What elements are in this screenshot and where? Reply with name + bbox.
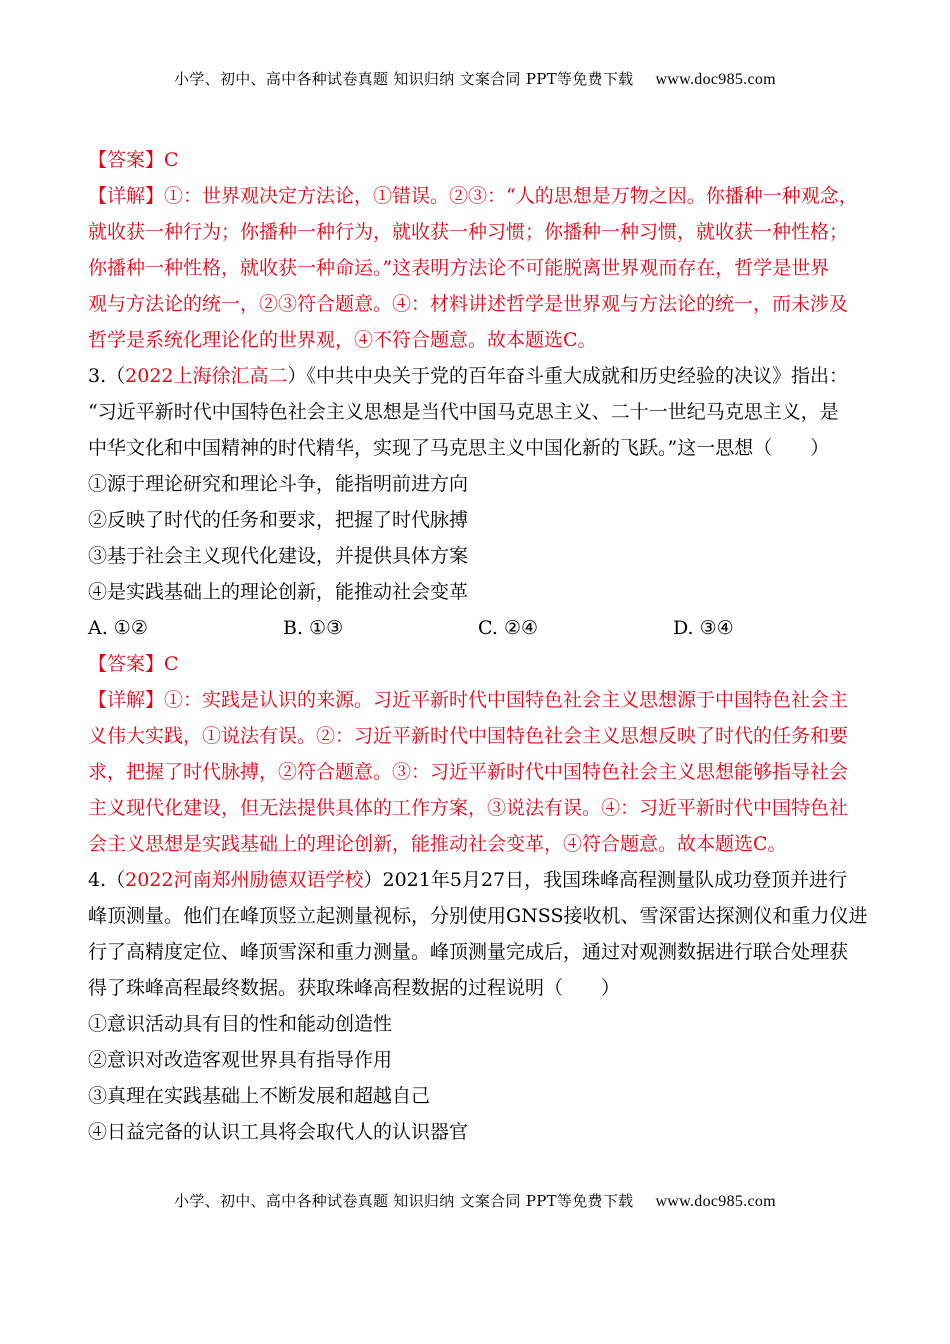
question-4-item: ④日益完备的认识工具将会取代人的认识器官 [88, 1121, 469, 1143]
header-site[interactable]: www.doc985.com [655, 71, 776, 88]
detail-3-line: 求，把握了时代脉搏，②符合题意。③：习近平新时代中国特色社会主义思想能够指导社会 [88, 761, 849, 783]
question-3-item: ①源于理论研究和理论斗争，能指明前进方向 [88, 473, 469, 495]
page-header [0, 68, 950, 89]
detail-1-line: 哲学是系统化理论化的世界观，④不符合题意。故本题选C。 [88, 329, 597, 351]
footer-text: 小学、初中、高中各种试卷真题 知识归纳 文案合同 PPT等免费下载 [174, 1192, 634, 1210]
question-4-item: ③真理在实践基础上不断发展和超越自己 [88, 1085, 431, 1107]
header-text: 小学、初中、高中各种试卷真题 知识归纳 文案合同 PPT等免费下载 [174, 70, 634, 88]
question-3-stem-start: ）《中共中央关于党的百年奋斗重大成就和历史经验的决议》指出： [287, 365, 849, 387]
question-3-options [88, 610, 873, 646]
question-3-stem: 中华文化和中国精神的时代精华，实现了马克思主义中国化新的飞跃。”这一思想（ ） [88, 437, 830, 459]
question-3-number: 3.（ [88, 365, 126, 387]
question-4-stem-start: ）2021年5月27日，我国珠峰高程测量队成功登顶并进行 [363, 869, 848, 891]
detail-1-line: 【详解】①：世界观决定方法论，①错误。②③：“人的思想是万物之因。你播种一种观念， [88, 185, 858, 207]
footer-site[interactable]: www.doc985.com [655, 1193, 776, 1210]
question-4-source: 2022河南郑州励德双语学校 [125, 869, 364, 891]
detail-3-line: 义伟大实践，①说法有误。②：习近平新时代中国特色社会主义思想反映了时代的任务和要 [88, 725, 849, 747]
page-content [88, 142, 873, 1150]
option-d: D. ③④ [673, 617, 734, 639]
option-b: B. ①③ [283, 617, 344, 639]
question-3-item: ②反映了时代的任务和要求，把握了时代脉搏 [88, 509, 469, 531]
question-3-stem: “习近平新时代中国特色社会主义思想是当代中国马克思主义、二十一世纪马克思主义，是 [88, 401, 839, 423]
question-4-stem: 峰顶测量。他们在峰顶竖立起测量视标，分别使用GNSS接收机、雪深雷达探测仪和重力仪进 [88, 905, 868, 927]
question-3-item: ③基于社会主义现代化建设，并提供具体方案 [88, 545, 469, 567]
question-4-item: ②意识对改造客观世界具有指导作用 [88, 1049, 393, 1071]
detail-1-line: 观与方法论的统一，②③符合题意。④：材料讲述哲学是世界观与方法论的统一，而未涉及 [88, 293, 849, 315]
detail-1-line: 你播种一种性格，就收获一种命运。”这表明方法论不可能脱离世界观而存在，哲学是世界 [88, 257, 830, 279]
page-footer [0, 1190, 950, 1211]
detail-3-line: 【详解】①：实践是认识的来源。习近平新时代中国特色社会主义思想源于中国特色社会主 [88, 689, 849, 711]
question-4-title [88, 862, 873, 898]
answer-3: 【答案】C [88, 653, 179, 675]
question-4-number: 4.（ [88, 869, 126, 891]
option-c: C. ②④ [478, 617, 539, 639]
answer-1: 【答案】C [88, 149, 179, 171]
question-4-item: ①意识活动具有目的性和能动创造性 [88, 1013, 393, 1035]
detail-3-line: 会主义思想是实践基础上的理论创新，能推动社会变革，④符合题意。故本题选C。 [88, 833, 787, 855]
detail-3-line: 主义现代化建设，但无法提供具体的工作方案，③说法有误。④：习近平新时代中国特色社 [88, 797, 849, 819]
question-4-stem: 得了珠峰高程最终数据。获取珠峰高程数据的过程说明（ ） [88, 977, 621, 999]
question-3-item: ④是实践基础上的理论创新，能推动社会变革 [88, 581, 469, 603]
question-3-source: 2022上海徐汇高二 [125, 365, 288, 387]
question-3-title [88, 358, 873, 394]
option-a: A. ①② [88, 617, 148, 639]
detail-1-line: 就收获一种行为；你播种一种行为，就收获一种习惯；你播种一种习惯，就收获一种性格； [88, 221, 849, 243]
question-4-stem: 行了高精度定位、峰顶雪深和重力测量。峰顶测量完成后，通过对观测数据进行联合处理获 [88, 941, 849, 963]
